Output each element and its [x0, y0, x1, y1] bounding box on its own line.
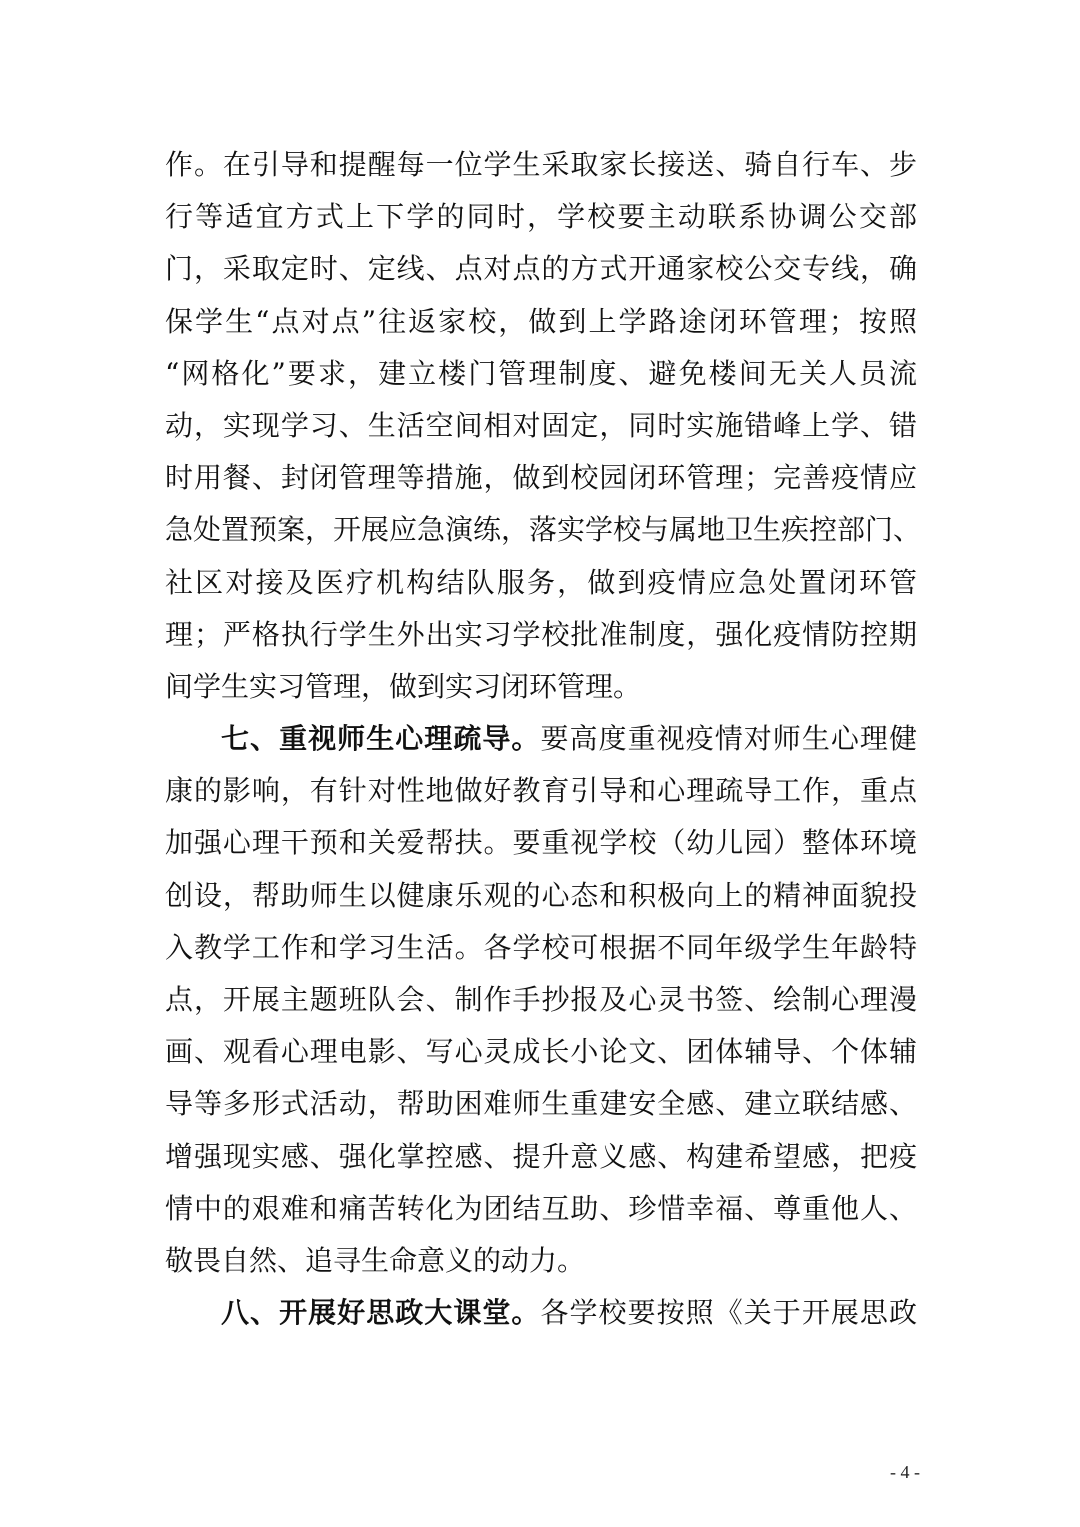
page-number: - 4 -	[890, 1462, 920, 1482]
text-line: 理；严格执行学生外出实习学校批准制度，强化疫情防控期	[165, 617, 917, 651]
text-line: 保学生“点对点”往返家校，做到上学路途闭环管理；按照	[165, 304, 917, 338]
text-line: 社区对接及医疗机构结队服务，做到疫情应急处置闭环管	[165, 565, 917, 599]
section-8-heading: 八、开展好思政大课堂。	[221, 1296, 541, 1330]
text-line: 情中的艰难和痛苦转化为团结互助、珍惜幸福、尊重他人、	[165, 1191, 917, 1225]
section-7-heading: 七、重视师生心理疏导。	[221, 722, 541, 756]
section-8-text: 各学校要按照《关于开展思政	[540, 1296, 917, 1330]
text-line: 康的影响，有针对性地做好教育引导和心理疏导工作，重点	[165, 774, 917, 808]
section-7-text: 要高度重视疫情对师生心理健	[540, 722, 917, 756]
text-line: 点，开展主题班队会、制作手抄报及心灵书签、绘制心理漫	[165, 983, 917, 1016]
text-line: 动，实现学习、生活空间相对固定，同时实施错峰上学、错	[165, 408, 917, 442]
text-line: “网格化”要求，建立楼门管理制度、避免楼间无关人员流	[165, 356, 917, 390]
text-line: 急处置预案，开展应急演练，落实学校与属地卫生疾控部门、	[165, 513, 922, 547]
text-line: 作。在引导和提醒每一位学生采取家长接送、骑自行车、步	[165, 148, 917, 181]
text-line: 导等多形式活动，帮助困难师生重建安全感、建立联结感、	[165, 1087, 917, 1121]
text-line: 画、观看心理电影、写心灵成长小论文、团体辅导、个体辅	[165, 1035, 917, 1069]
text-line: 门，采取定时、定线、点对点的方式开通家校公交专线，确	[165, 252, 917, 286]
text-line: 增强现实感、强化掌控感、提升意义感、构建希望感，把疫	[165, 1139, 917, 1173]
text-line: 加强心理干预和关爱帮扶。要重视学校（幼儿园）整体环境	[165, 826, 917, 860]
text-line: 入教学工作和学习生活。各学校可根据不同年级学生年龄特	[165, 930, 917, 964]
text-line: 行等适宜方式上下学的同时，学校要主动联系协调公交部	[165, 200, 917, 234]
text-line: 创设，帮助师生以健康乐观的心态和积极向上的精神面貌投	[165, 878, 917, 912]
body-text	[165, 139, 922, 1339]
text-line: 时用餐、封闭管理等措施，做到校园闭环管理；完善疫情应	[165, 461, 917, 495]
text-line: 间学生实习管理，做到实习闭环管理。	[165, 669, 642, 703]
section-8-first-line	[165, 1287, 917, 1339]
section-7-first-line	[165, 713, 917, 765]
text-line: 敬畏自然、追寻生命意义的动力。	[165, 1243, 586, 1277]
